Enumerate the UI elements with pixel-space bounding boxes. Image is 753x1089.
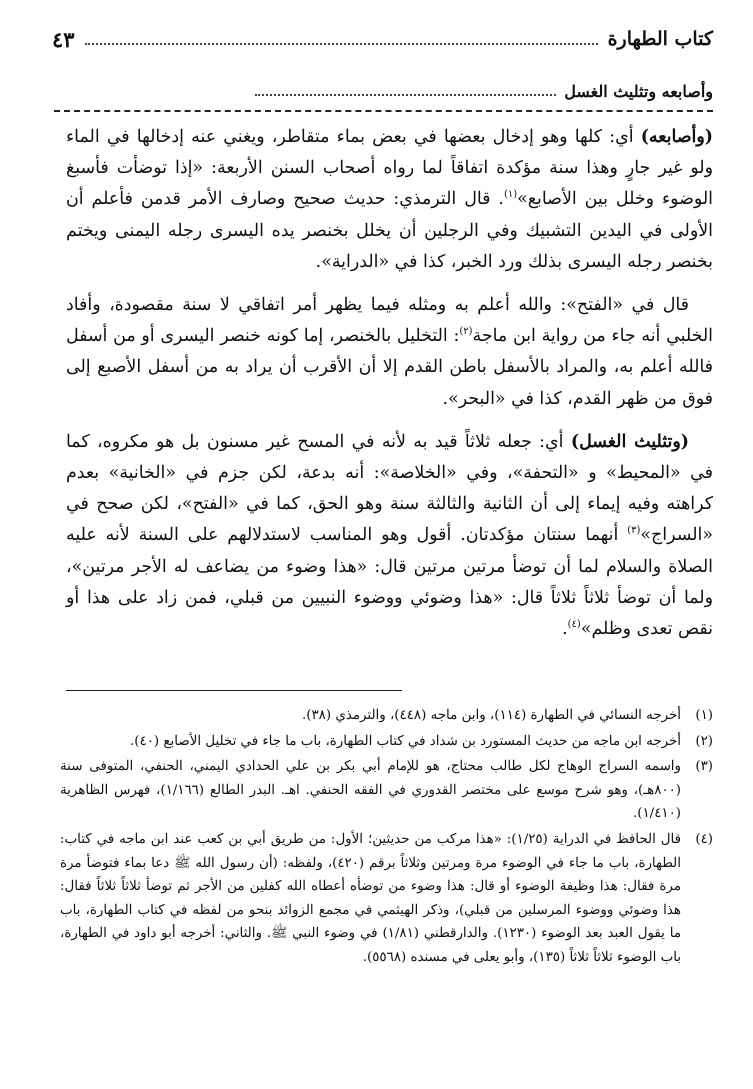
footnote-number: (٤) <box>695 831 713 847</box>
footnote-number: (٢) <box>695 733 713 749</box>
paragraph-fath <box>66 290 713 415</box>
footnote-text: أخرجه ابن ماجه من حديث المستورد بن شداد في كتاب الطهارة، باب ما جاء في تخليل الأصابع (٤٠). <box>130 733 681 749</box>
footnote-ref-3: (٣) <box>627 525 641 537</box>
footnote-ref-1: (١) <box>503 189 518 201</box>
paragraph-text: أنهما سنتان مؤكدتان. أقول وهو المناسب لاستدلالهم على السنة لأنه عليه الصلاة والسلام لما أن توضأ مرتين مرتين قال: «هذا وضوء من يضاعف له الأجر مرتين»، ولما أن توضأ ثلاثاً ثلاثاً قال: «هذا وضوئي ووضوء النبيين من قبلي، فمن زاد على هذا أو نقص تعدى وظلم» <box>66 525 713 640</box>
running-header <box>52 24 713 54</box>
footnote-text: أخرجه النسائي في الطهارة (١١٤)، وابن ماجه (٤٤٨)، والترمذي (٣٨). <box>302 708 681 723</box>
paragraph-text: : التخليل بالخنصر، إما كونه خنصر اليسرى أو من أسفل فالله أعلم به، والمراد بالأسفل باطن القدم إلا أن الأقرب أن يراد به من أسفل الأصبع إلى فوق من ظهر القدم، كذا في «البحر». <box>66 326 713 409</box>
paragraph-triple-washing <box>66 427 713 645</box>
paragraph-text: . قال الترمذي: حديث صحيح وصارف الأمر قدمن فأعلم أن الأولى في اليدين التشبيك وفي الرجلين أن يخلل بخنصر يده اليسرى رجله اليمنى ويختم بخنصر رجله اليسرى بذلك ورد الخبر، كذا في «الدراية». <box>66 189 713 272</box>
footnote-number: (٣) <box>695 759 713 775</box>
footnote-text: واسمه السراج الوهاج لكل طالب محتاج، هو للإمام أبي بكر بن علي الحدادي اليمني، الحنفي، المتوفى سنة (٨٠٠هـ)، وهو شرح موسع على مختصر القدوري في الفقه الحنفي. اهـ. البدر الطالع (١/١٦٦)، فهرس الظاهرية (١/٤١٠). <box>60 759 681 822</box>
page-number: ٤٣ <box>52 26 75 52</box>
section-title: وأصابعه وتثليث الغسل <box>564 81 713 101</box>
header-dotted-leader <box>85 43 598 45</box>
footnote-4 <box>60 828 713 970</box>
footnote-number: (١) <box>695 708 713 723</box>
section-header <box>255 78 713 104</box>
footnote-ref-4: (٤) <box>567 619 581 631</box>
paragraph-fingers <box>66 122 713 278</box>
footnote-1 <box>60 704 713 728</box>
footnotes <box>60 704 713 972</box>
footnote-2 <box>60 730 713 754</box>
footnote-ref-2: (٢) <box>459 326 473 338</box>
paragraph-text: أي: جعله ثلاثاً قيد به لأنه في المسح غير مسنون بل هو مكروه، كما في «المحيط» و «التحفة»، وفي «الخلاصة»: أنه بدعة، لكن جزم في «الخانية» بعدم كراهته وفيه إيماء إلى أن الثانية والثالثة سنة وهو الحق، كما في «الفتح»، لكن صحح في «السراج» <box>66 431 713 546</box>
section-dotted-leader <box>255 94 556 96</box>
paragraph-text: . <box>562 619 568 640</box>
term-triple-washing: (وتثليث الغسل) <box>570 431 689 452</box>
footnote-3 <box>60 755 713 826</box>
footnote-separator <box>66 690 402 691</box>
paragraph-text: أي: كلها وهو إدخال بعضها في بعض بماء متقاطر، ويغني عنه إدخالها في الماء ولو غير جارٍ وهذا سنة مؤكدة اتفاقاً لما رواه أصحاب السنن الأربعة: «إذا توضأت فأسبغ الوضوء وخلل بين الأصابع» <box>66 127 713 210</box>
book-title: كتاب الطهارة <box>607 28 713 50</box>
header-dashed-divider <box>54 110 713 112</box>
paragraph-text: قال في «الفتح»: والله أعلم به ومثله فيما يظهر أمر اتفاقي لا سنة مقصودة، وأفاد الخلبي أنه جاء من رواية ابن ماجة <box>66 295 713 347</box>
term-fingers: (وأصابعه) <box>640 127 713 147</box>
main-text <box>66 122 713 657</box>
footnote-text: قال الحافظ في الدراية (١/٢٥): «هذا مركب من حديثين؛ الأول: من طريق أبي بن كعب عند ابن ماجه في كتاب: الطهارة، باب ما جاء في الوضوء مرة ومرتين وثلاثاً برقم (٤٢٠)، ولفظه: (أن رسول الله ﷺ دعا بماء فتوضأ مرة مرة فقال: هذا وظيفة الوضوء أو قال: هذا وضوء من توضأه أعطاه الله كفلين من الأجر ثم توضأ ثلاثاً ثلاثاً فقال: هذا وضوئي ووضوء المرسلين من قبلي)، وذكر الهيثمي في مجمع الزوائد بنحو من لفظه في كتاب الطهارة، باب ما يقول العبد بعد الوضوء (١٢٣٠). والدارقطني (١/٨١) في وضوء النبي ﷺ. والثاني: أخرجه أبو داود في الطهارة، باب الوضوء ثلاثاً ثلاثاً (١٣٥)، وأبو يعلى في مسنده (٥٥٦٨). <box>60 831 681 965</box>
